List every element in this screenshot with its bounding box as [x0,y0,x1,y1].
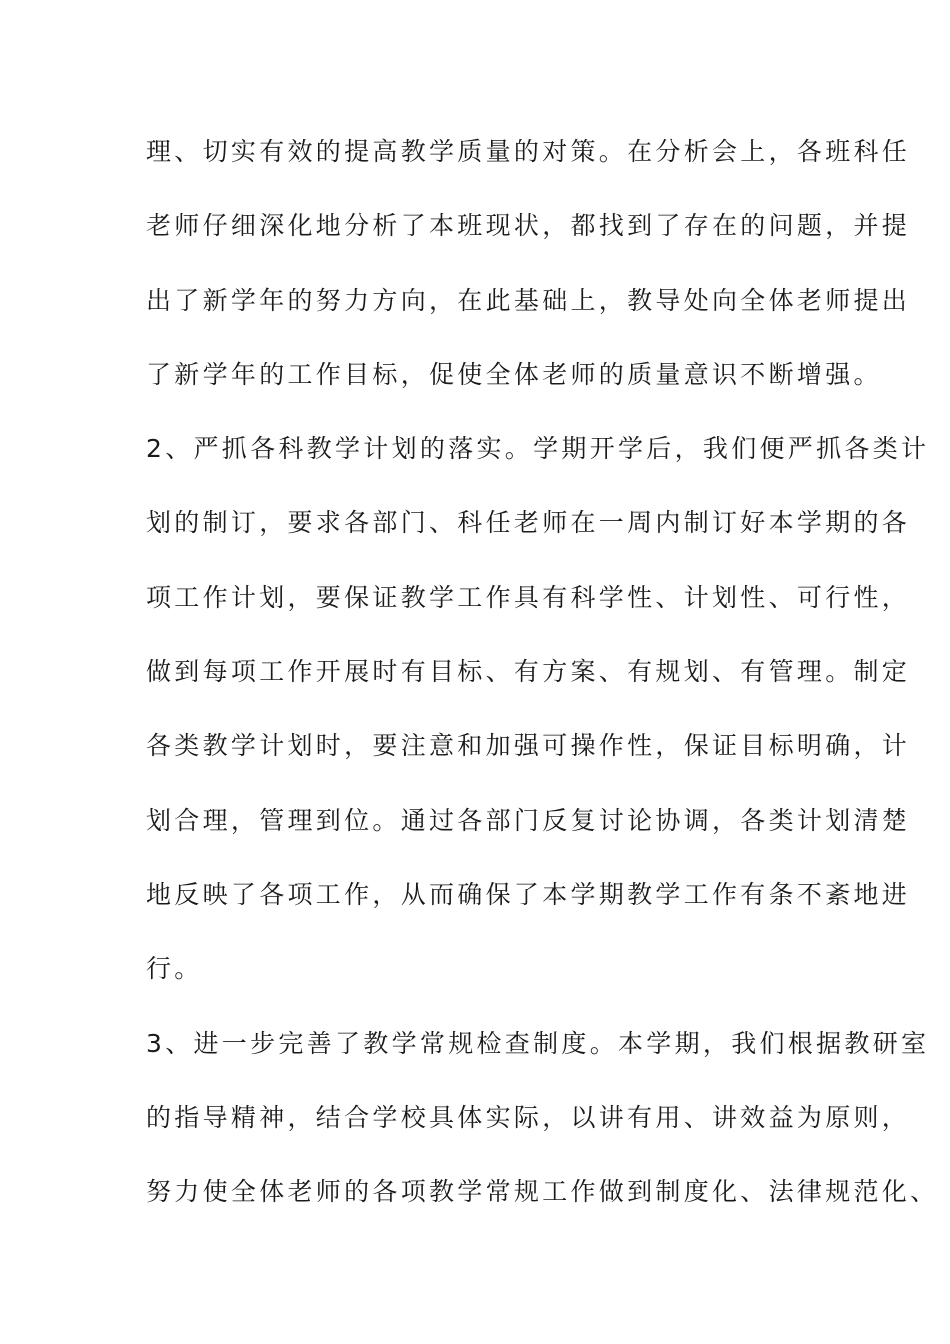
text-line: 做到每项工作开展时有目标、有方案、有规划、有管理。制定 [146,657,911,687]
text-line: 划的制订，要求各部门、科任老师在一周内制订好本学期的各 [146,508,911,538]
text-line: 努力使全体老师的各项教学常规工作做到制度化、法律规范化、 [146,1177,939,1207]
text-line: 的指导精神，结合学校具体实际，以讲有用、讲效益为原则， [146,1102,911,1132]
document-body [146,130,939,1244]
text-line: 地反映了各项工作，从而确保了本学期教学工作有条不紊地进 [146,879,911,909]
text-line: 2、严抓各科教学计划的落实。学期开学后，我们便严抓各类计 [146,434,930,464]
text-line: 各类教学计划时，要注意和加强可操作性，保证目标明确，计 [146,731,911,761]
text-line: 划合理，管理到位。通过各部门反复讨论协调，各类计划清楚 [146,805,911,835]
text-line: 了新学年的工作目标，促使全体老师的质量意识不断增强。 [146,359,882,389]
text-line: 项工作计划，要保证教学工作具有科学性、计划性、可行性， [146,582,911,612]
text-line: 老师仔细深化地分析了本班现状，都找到了存在的问题，并提 [146,211,911,241]
text-line: 行。 [146,954,203,984]
text-line: 出了新学年的努力方向，在此基础上，教导处向全体老师提出 [146,285,911,315]
text-line: 理、切实有效的提高教学质量的对策。在分析会上，各班科任 [146,137,911,166]
text-line: 3、进一步完善了教学常规检查制度。本学期，我们根据教研室 [146,1028,930,1058]
